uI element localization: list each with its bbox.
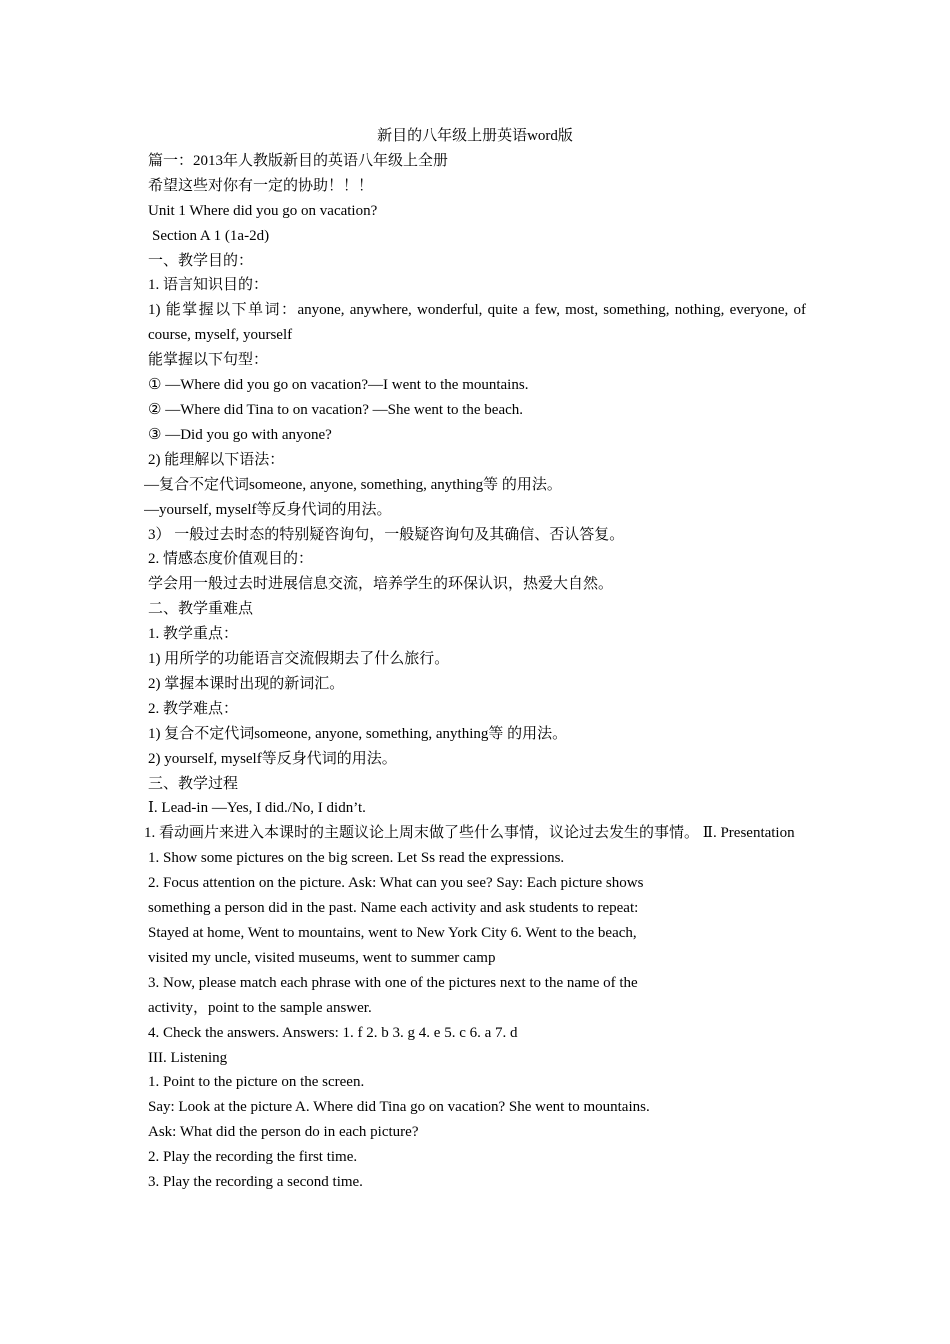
text-line: 1. 教学重点： xyxy=(148,626,239,643)
text-line: 1) 能掌握以下单词：anyone, anywhere, wonderful, quite a few, most, something, nothing, everyone, of course, myself, yourself xyxy=(148,302,806,344)
text-line: 1. Point to the picture on the screen. xyxy=(148,1074,365,1091)
text-line: activity，point to the sample answer. xyxy=(148,999,372,1016)
text-line: Say: Look at the picture A. Where did Tina go on vacation? She went to mountains. xyxy=(148,1099,650,1116)
text-line: visited my uncle, visited museums, went to summer camp xyxy=(148,949,496,966)
text-line: 2) 掌握本课时出现的新词汇。 xyxy=(148,675,345,692)
text-line: 二、教学重难点 xyxy=(148,601,254,618)
text-line: Unit 1 Where did you go on vacation? xyxy=(148,202,378,219)
text-line: 2. Focus attention on the picture. Ask: What can you see? Say: Each picture shows xyxy=(148,875,644,892)
text-line: 三、教学过程 xyxy=(148,775,239,792)
text-line: 3. Play the recording a second time. xyxy=(148,1174,363,1191)
text-line: 3） 一般过去时态的特别疑咨询句，一般疑咨询句及其确信、否认答复。 xyxy=(148,526,625,543)
text-line: 4. Check the answers. Answers: 1. f 2. b 3. g 4. e 5. c 6. a 7. d xyxy=(148,1024,518,1041)
text-line: ③ —Did you go with anyone? xyxy=(148,426,332,443)
text-line: 2) yourself, myself等反身代词的用法。 xyxy=(148,750,397,767)
text-line: 3. Now, please match each phrase with one of the pictures next to the name of the xyxy=(148,974,638,991)
text-line: III. Listening xyxy=(148,1049,228,1066)
text-line: 能掌握以下句型： xyxy=(148,352,269,369)
text-line: 学会用一般过去时进展信息交流，培养学生的环保认识，热爱大自然。 xyxy=(148,576,614,593)
text-line: 2. Play the recording the first time. xyxy=(148,1149,358,1166)
text-line: something a person did in the past. Name each activity and ask students to repeat: xyxy=(148,900,639,917)
text-line: 篇一：2013年人教版新目的英语八年级上全册 xyxy=(148,152,449,169)
text-line: —复合不定代词someone, anyone, something, anything等 的用法。 xyxy=(144,476,562,493)
text-line: Ⅰ. Lead-in —Yes, I did./No, I didn’t. xyxy=(148,800,366,817)
text-line: 2. 教学难点： xyxy=(148,700,239,717)
text-line: Stayed at home, Went to mountains, went to New York City 6. Went to the beach, xyxy=(148,925,637,941)
text-line: 1) 复合不定代词someone, anyone, something, anything等 的用法。 xyxy=(148,725,568,742)
document-body xyxy=(144,149,806,1195)
document-title: 新目的八年级上册英语word版 xyxy=(377,128,573,144)
document-page xyxy=(144,124,806,1195)
text-line: 一、教学目的： xyxy=(148,252,254,269)
text-line: —yourself, myself等反身代词的用法。 xyxy=(144,501,392,518)
text-line: 1) 用所学的功能语言交流假期去了什么旅行。 xyxy=(148,651,450,668)
text-line: Ask: What did the person do in each picture? xyxy=(148,1124,419,1141)
text-line: ① —Where did you go on vacation?—I went to the mountains. xyxy=(148,377,529,394)
text-line: 1. 看动画片来进入本课时的主题议论上周末做了些什么事情，议论过去发生的事情。 Ⅱ. Presentation xyxy=(144,825,795,842)
text-line: 2. 情感态度价值观目的： xyxy=(148,551,314,568)
text-line: ② —Where did Tina to on vacation? —She went to the beach. xyxy=(148,401,524,418)
text-line: 2) 能理解以下语法： xyxy=(148,451,285,468)
text-line: Section A 1 (1a-2d) xyxy=(152,227,270,244)
text-line: 1. Show some pictures on the big screen. Let Ss read the expressions. xyxy=(148,850,565,867)
text-line: 1. 语言知识目的： xyxy=(148,277,269,294)
text-line: 希望这些对你有一定的协助！！！ xyxy=(148,177,374,194)
